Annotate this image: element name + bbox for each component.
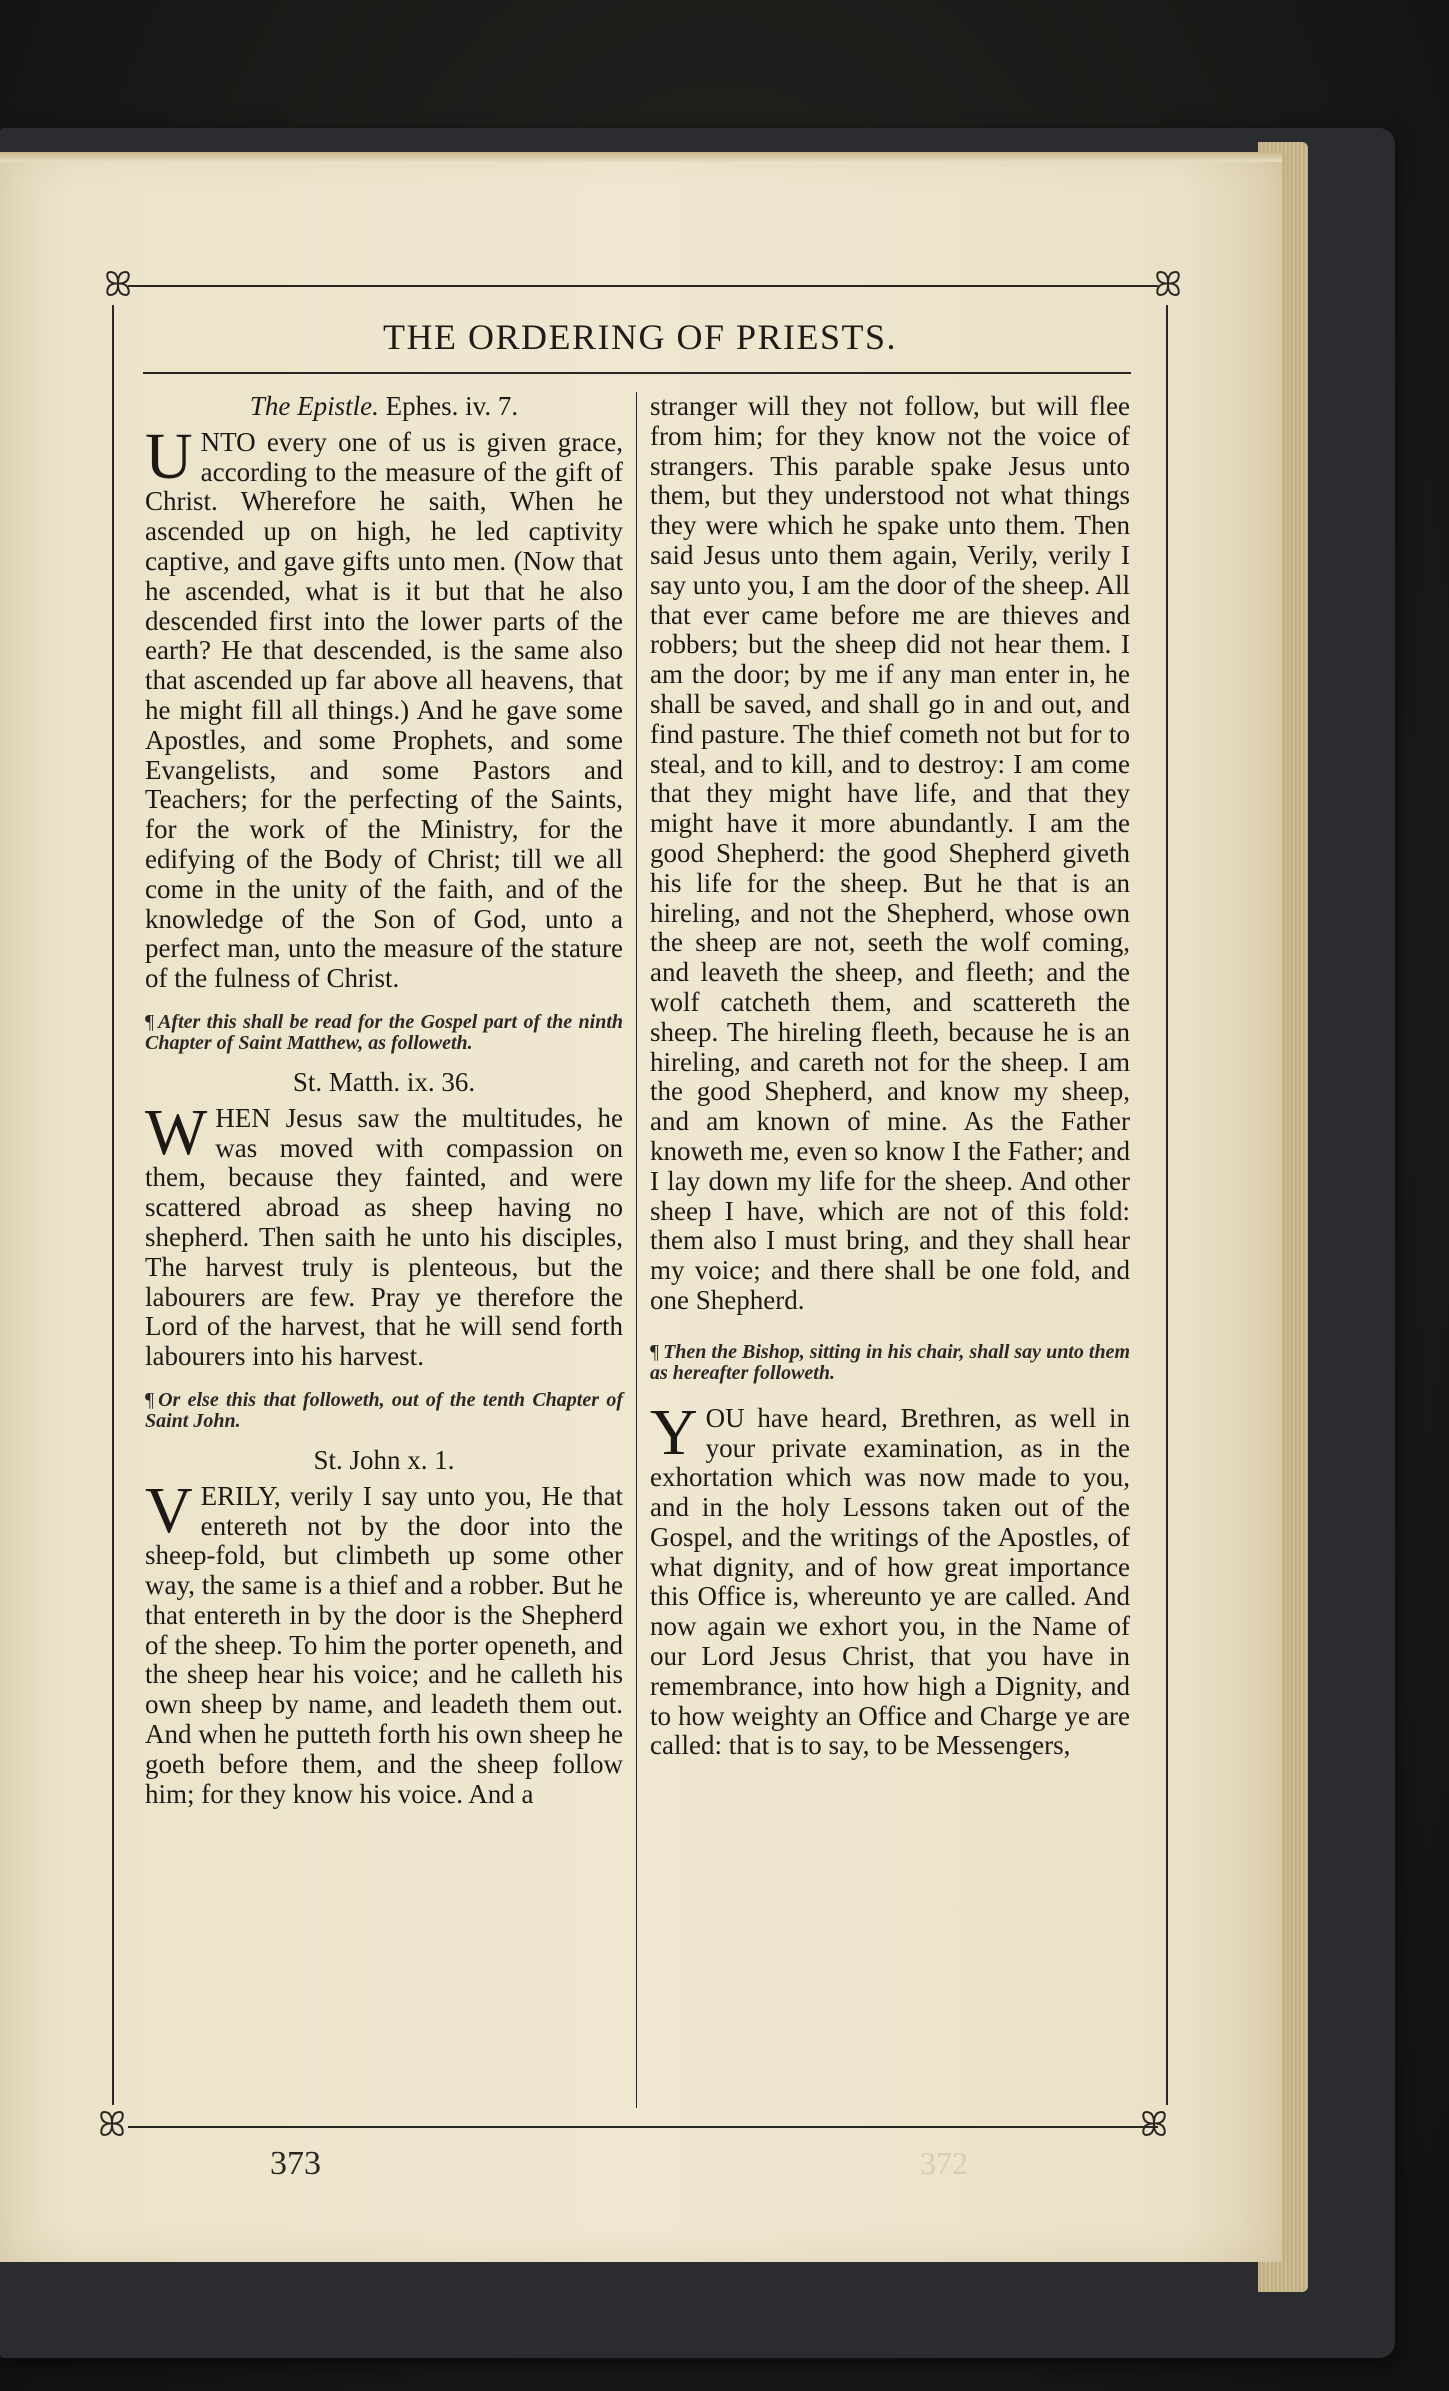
rubric-text: Or else this that followeth, out of the tenth Chapter of Saint John. (145, 1388, 623, 1432)
right-column (650, 392, 1130, 1761)
dropcap: V (145, 1473, 193, 1547)
gospel-continuation: stranger will they not follow, but will flee from him; for they know not the voice of strangers. This parable spake Jesus unto them, but they understood not what things they were which he spake unto them. Then said Jesus unto them again, Verily, verily I say unto you, I am the door of the sheep. All that ever came before me are thieves and robbers; but the sheep did not hear them. I am the door; by me if any man enter in, he shall be saved, and shall go in and out, and find pasture. The thief cometh not but for to steal, and to kill, and to destroy: I am come that they might have life, and that they might have it more abundantly. I am the good Shepherd: the good Shepherd giveth his life for the sheep. But he that is an hireling, and not the Shepherd, whose own the sheep are not, seeth the wolf coming, and leaveth the sheep, and fleeth; and the wolf catcheth them, and scattereth the sheep. The hireling fleeth, because he is an hireling, and careth not for the sheep. I am the good Shepherd, and know my sheep, and am known of mine. As the Father knoweth me, even so know I the Father; and I lay down my life for the sheep. And other sheep I have, which are not of this fold: them also I must bring, and they shall hear my voice; and there shall be one fold, and one Shepherd. (650, 391, 1130, 1315)
epistle-heading (145, 392, 623, 422)
pilcrow-icon: ¶ (145, 1388, 155, 1411)
pilcrow-icon: ¶ (650, 1340, 660, 1363)
gospel-paragraph (145, 1095, 623, 1372)
bottom-right-ornament-icon: ꕤ (1139, 2107, 1169, 2144)
page-number: 373 (270, 2145, 321, 2182)
top-border-rule (128, 285, 1158, 287)
left-column (145, 392, 623, 1809)
epistle-text: NTO every one of us is given grace, according to the measure of the gift of Christ. Wherefore he saith, When he ascended up on high, he led captivity captive, and gave gifts unto men. (Now that he ascended, what is it but that he also descended first into the lower parts of the earth? He that descended, is the same also that ascended up far above all heavens, that he might fill all things.) And he gave some Apostles, and some Prophets, and some Evangelists, and some Pastors and Teachers; for the perfecting of the Saints, for the work of the Ministry, for the edifying of the Body of Christ; till we all come in the unity of the faith, and of the knowledge of the Son of God, unto a perfect man, unto the measure of the stature of the fulness of Christ. (145, 426, 623, 994)
gospel-reference: St. John x. 1. (313, 1444, 455, 1475)
gospel-text: ERILY, verily I say unto you, He that entereth not by the door into the sheep-fold, but climbeth up some other way, the same is a thief and a robber. But he that entereth in by the door is the Shepherd of the sheep. To him the porter openeth, and the sheep hear his voice; and he calleth his own sheep by name, and leadeth them out. And when he putteth forth his own sheep he goeth before them, and the sheep follow him; for they know his voice. And a (145, 1480, 623, 1809)
header-rule (143, 372, 1131, 374)
right-border-rule (1166, 305, 1168, 2105)
left-border-rule (112, 305, 114, 2105)
top-left-ornament-icon: ꕤ (103, 267, 133, 304)
exhortation-text: OU have heard, Brethren, as well in your private examination, as in the exhortation which was now made to you, and in the holy Lessons taken out of the Gospel, and the writings of the Apostles, of what dignity, and of how great importance this Office is, whereunto ye are called. And now again we exhort you, in the Name of our Lord Jesus Christ, that you have in remembrance, into how high a Dignity, and to how weighty an Office and Charge ye are called: that is to say, to be Messengers, (650, 1402, 1130, 1761)
dropcap: U (145, 419, 193, 493)
dropcap: Y (650, 1395, 698, 1469)
exhortation-paragraph (650, 1395, 1130, 1762)
rubric (650, 1342, 1130, 1384)
show-through-page-number: 372 (920, 2145, 968, 2181)
top-right-ornament-icon: ꕤ (1153, 267, 1183, 304)
gospel-paragraph (145, 1473, 623, 1810)
running-head: THE ORDERING OF PRIESTS. (382, 317, 898, 357)
rubric (145, 1012, 623, 1054)
column-divider (636, 392, 637, 2108)
epistle-label: The Epistle. (249, 391, 379, 421)
gospel-reference: St. Matth. ix. 36. (292, 1066, 476, 1097)
bottom-border-rule (128, 2126, 1158, 2128)
page-top-edge (0, 152, 1282, 162)
pilcrow-icon: ¶ (145, 1010, 155, 1033)
rubric-text: After this shall be read for the Gospel part of the ninth Chapter of Saint Matthew, as followeth. (145, 1010, 623, 1054)
rubric (145, 1390, 623, 1432)
gospel-text: HEN Jesus saw the multitudes, he was moved with compassion on them, because they fainted, and were scattered abroad as sheep having no shepherd. Then saith he unto his disciples, The harvest truly is plenteous, but the labourers are few. Pray ye therefore the Lord of the harvest, that he will send forth labourers into his harvest. (145, 1102, 623, 1372)
epistle-reference: Ephes. iv. 7. (385, 391, 519, 421)
epistle-paragraph (145, 419, 623, 994)
dropcap: W (145, 1095, 208, 1169)
bottom-left-ornament-icon: ꕤ (97, 2107, 127, 2144)
rubric-text: Then the Bishop, sitting in his chair, shall say unto them as hereafter followeth. (650, 1340, 1130, 1384)
